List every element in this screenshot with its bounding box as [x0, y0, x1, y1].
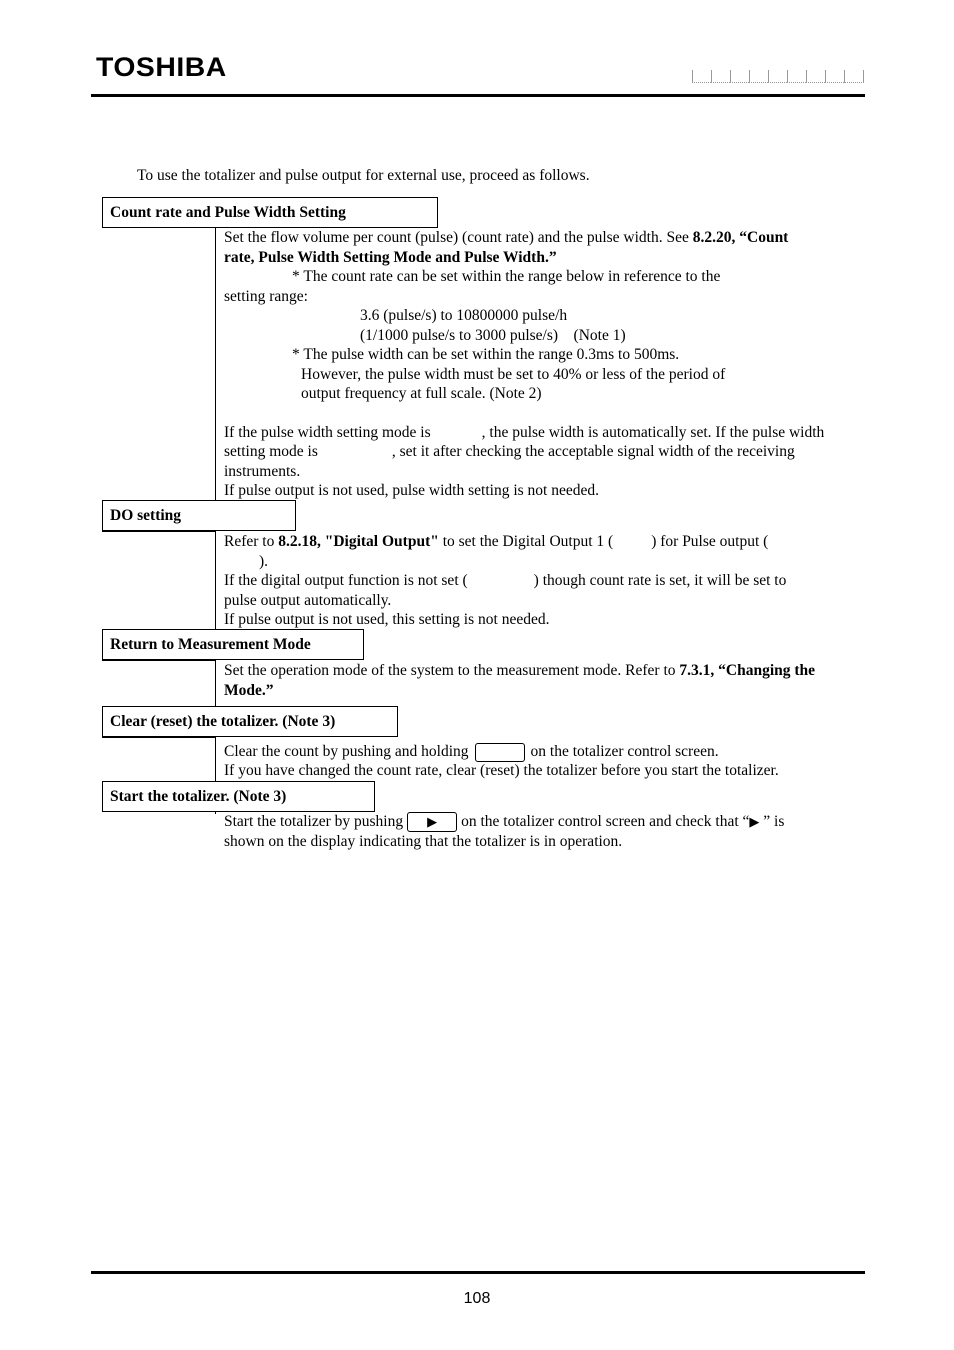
step1-rule: [215, 228, 216, 500]
step3-line2: Mode.”: [224, 682, 274, 699]
toshiba-logo: TOSHIBA: [96, 52, 227, 82]
step3-hrule: [102, 660, 215, 661]
step1-line10: If the pulse width setting mode is , the pulse width is automatically set. If the pulse width: [224, 424, 825, 441]
step2-line2: ).: [259, 553, 269, 570]
step1-line8: However, the pulse width must be set to 40% or less of the period of: [301, 366, 726, 383]
step1-line6: (1/1000 pulse/s to 3000 pulse/s) (Note 1): [360, 327, 626, 344]
step-do-setting-heading: DO setting: [102, 500, 296, 531]
step4-rule: [215, 737, 216, 781]
step1-line5: 3.6 (pulse/s) to 10800000 pulse/h: [360, 307, 568, 324]
step1-line4: setting range:: [224, 288, 308, 305]
step1-line9: output frequency at full scale. (Note 2): [301, 385, 542, 402]
step5-line1: Start the totalizer by pushing ▶ on the totalizer control screen and check that “▶ ” is: [224, 812, 784, 832]
page-number: 108: [463, 1290, 491, 1307]
step5-rule: [215, 812, 216, 814]
step4-line1: Clear the count by pushing and holding on the totalizer control screen.: [224, 743, 719, 760]
play-key-icon: ▶: [407, 812, 457, 832]
step2-hrule: [102, 531, 215, 532]
document-code-boxes: [692, 70, 864, 83]
step1-line12: instruments.: [224, 463, 301, 480]
step3-rule: [215, 660, 216, 706]
step-clear-totalizer-heading: Clear (reset) the totalizer. (Note 3): [102, 706, 398, 737]
step2-line4: pulse output automatically.: [224, 592, 392, 609]
step1-line13: If pulse output is not used, pulse width setting is not needed.: [224, 482, 599, 499]
step-count-rate-heading: Count rate and Pulse Width Setting: [102, 197, 438, 228]
intro-text: To use the totalizer and pulse output for external use, proceed as follows.: [137, 167, 590, 184]
step3-line1: Set the operation mode of the system to the measurement mode. Refer to 7.3.1, “Changing the: [224, 662, 816, 679]
step5-line2: shown on the display indicating that the totalizer is in operation.: [224, 833, 623, 850]
step1-line1: Set the flow volume per count (pulse) (count rate) and the pulse width. See 8.2.20, “Count: [224, 229, 789, 246]
step-return-measurement-heading: Return to Measurement Mode: [102, 629, 364, 660]
step1-line11: setting mode is , set it after checking the acceptable signal width of the receiving: [224, 443, 795, 460]
play-indicator-icon: ▶: [749, 814, 760, 829]
step1-line2: rate, Pulse Width Setting Mode and Pulse Width.”: [224, 249, 557, 266]
step2-line3: If the digital output function is not set ( ) though count rate is set, it will be set to: [224, 572, 787, 589]
footer-rule: [91, 1271, 865, 1274]
clear-key-icon: [475, 743, 525, 762]
step2-rule: [215, 531, 216, 629]
step4-hrule: [102, 737, 215, 738]
step1-line3: * The count rate can be set within the range below in reference to the: [292, 268, 721, 285]
header-rule: [91, 94, 865, 97]
step2-line5: If pulse output is not used, this setting is not needed.: [224, 611, 550, 628]
step2-line1: Refer to 8.2.18, "Digital Output" to set the Digital Output 1 ( ) for Pulse output (: [224, 533, 769, 550]
step1-line7: * The pulse width can be set within the range 0.3ms to 500ms.: [292, 346, 680, 363]
step-start-totalizer-heading: Start the totalizer. (Note 3): [102, 781, 375, 812]
step4-line2: If you have changed the count rate, clear (reset) the totalizer before you start the totalizer.: [224, 762, 779, 779]
